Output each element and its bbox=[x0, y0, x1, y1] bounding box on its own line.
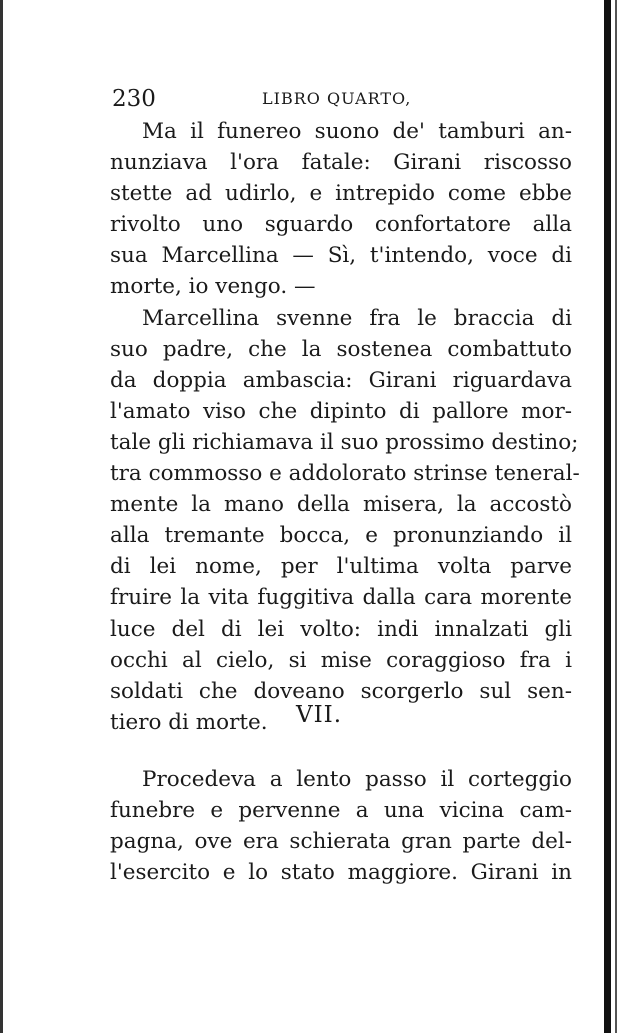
text-line: l'amato viso che dipinto di pallore mor- bbox=[110, 398, 572, 424]
text-line: occhi al cielo, si mise coraggioso fra i bbox=[110, 647, 572, 673]
text-line: soldati che doveano scorgerlo sul sen- bbox=[110, 678, 572, 704]
text-line: fruire la vita fuggitiva dalla cara morente bbox=[110, 585, 572, 611]
text-line: tiero di morte. bbox=[110, 709, 268, 735]
text-line: tra commosso e addolorato strinse teneral- bbox=[110, 461, 580, 487]
text-line: di lei nome, per l'ultima volta parve bbox=[110, 554, 572, 580]
text-line: suo padre, che la sostenea combattuto bbox=[110, 336, 572, 362]
text-line: da doppia ambascia: Girani riguardava bbox=[110, 367, 572, 393]
text-line: sua Marcellina — Sì, t'intendo, voce di bbox=[110, 243, 572, 269]
main-text bbox=[110, 116, 580, 738]
text-line: funebre e pervenne a una vicina cam- bbox=[110, 798, 572, 824]
text-line: nunziava l'ora fatale: Girani riscosso bbox=[110, 150, 572, 176]
section-heading: VII. bbox=[295, 702, 343, 728]
page-header bbox=[112, 86, 582, 116]
text-line: tale gli richiamava il suo prossimo destino; bbox=[110, 429, 579, 455]
text-line: l'esercito e lo stato maggiore. Girani in bbox=[110, 860, 572, 886]
text-line: rivolto uno sguardo confortatore alla bbox=[110, 212, 572, 238]
text-line: Ma il funereo suono de' tamburi an- bbox=[142, 119, 572, 144]
page-edge-left bbox=[0, 0, 3, 1033]
text-line: stette ad udirlo, e intrepido come ebbe bbox=[110, 181, 572, 207]
text-line: luce del di lei volto: indi innalzati gli bbox=[110, 616, 572, 642]
page-edge-right-inner bbox=[615, 0, 617, 1033]
text-line: Marcellina svenne fra le braccia di bbox=[142, 305, 572, 331]
text-line: morte, io vengo. — bbox=[110, 274, 316, 300]
text-line: pagna, ove era schierata gran parte del- bbox=[110, 829, 572, 855]
page-number: 230 bbox=[112, 86, 156, 112]
running-head: LIBRO QUARTO, bbox=[262, 89, 412, 108]
page-edge-right bbox=[604, 0, 611, 1033]
text-line: mente la mano della misera, la accostò bbox=[110, 492, 572, 518]
main-text-continued bbox=[110, 764, 572, 888]
text-line: alla tremante bocca, e pronunziando il bbox=[110, 523, 572, 549]
text-line: Procedeva a lento passo il corteggio bbox=[142, 767, 572, 792]
